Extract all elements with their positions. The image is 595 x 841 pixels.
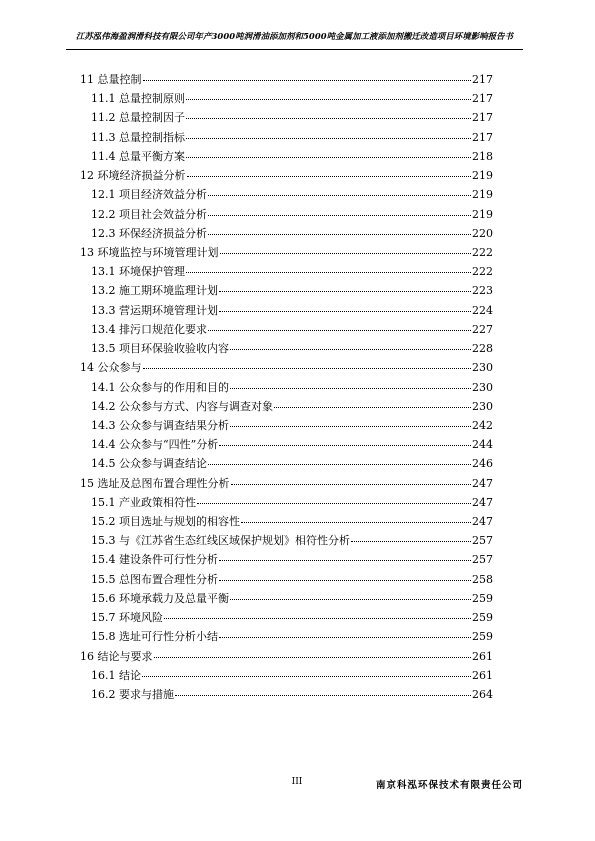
toc-dot-leader xyxy=(230,599,471,600)
toc-entry-text: 环境保护管理 xyxy=(119,265,185,279)
toc-dot-leader xyxy=(231,484,472,485)
toc-entry-text: 公众参与方式、内容与调查对象 xyxy=(119,399,273,413)
toc-entry-number: 13.4 xyxy=(91,322,116,336)
toc-entry[interactable] xyxy=(80,128,493,147)
toc-entry-title xyxy=(91,301,218,320)
toc-entry[interactable] xyxy=(80,205,493,224)
header-rule xyxy=(66,49,523,50)
toc-entry[interactable] xyxy=(80,243,493,262)
toc-entry-number: 12 xyxy=(80,169,94,183)
toc-entry-number: 13.2 xyxy=(91,284,116,298)
toc-entry-text: 与《江苏省生态红线区域保护规划》相符性分析 xyxy=(119,534,350,548)
toc-entry-title xyxy=(91,147,185,166)
toc-entry-number: 15.2 xyxy=(91,515,116,529)
toc-entry[interactable] xyxy=(80,166,493,185)
document-header-title: 江苏泓伟海盈润滑科技有限公司年产3000吨润滑油添加剂和5000吨金属加工液添加剂搬迁改造项目环境影响报告书 xyxy=(75,31,514,41)
toc-entry-number: 11.2 xyxy=(91,111,116,125)
toc-entry-number: 16.2 xyxy=(91,688,116,701)
toc-entry-title xyxy=(80,70,142,89)
toc-entry-title xyxy=(91,550,218,569)
toc-dot-leader xyxy=(186,138,471,139)
toc-entry-number: 14.2 xyxy=(91,399,116,413)
toc-entry-text: 公众参与的作用和目的 xyxy=(119,380,229,394)
toc-entry-number: 14.3 xyxy=(91,418,116,432)
toc-entry-title xyxy=(91,531,350,550)
toc-entry-number: 12.1 xyxy=(91,188,116,202)
toc-entry-title xyxy=(91,589,229,608)
toc-dot-leader xyxy=(164,618,471,619)
toc-entry[interactable] xyxy=(80,339,493,358)
toc-entry-number: 14.4 xyxy=(91,438,116,452)
toc-dot-leader xyxy=(186,118,471,119)
toc-entry-number: 16.1 xyxy=(91,668,116,682)
toc-entry[interactable] xyxy=(80,550,493,569)
toc-entry[interactable] xyxy=(80,647,493,666)
toc-dot-leader xyxy=(219,637,471,638)
toc-dot-leader xyxy=(219,445,471,446)
toc-entry-title xyxy=(91,128,185,147)
toc-entry-text: 环境承载力及总量平衡 xyxy=(119,591,229,605)
toc-entry[interactable] xyxy=(80,685,493,704)
toc-page-number: 259 xyxy=(472,630,493,644)
toc-entry[interactable] xyxy=(80,262,493,281)
toc-page-number: 219 xyxy=(472,169,493,183)
toc-entry-title xyxy=(91,339,229,358)
toc-entry-text: 选址可行性分析小结 xyxy=(119,630,218,644)
table-of-contents xyxy=(80,70,493,704)
toc-page-number: 217 xyxy=(472,111,493,125)
toc-entry-text: 选址及总图布置合理性分析 xyxy=(97,476,230,490)
toc-dot-leader xyxy=(175,695,471,696)
toc-entry-number: 16 xyxy=(80,649,94,663)
toc-entry[interactable] xyxy=(80,147,493,166)
toc-entry-title xyxy=(80,358,142,377)
toc-page-number: 230 xyxy=(472,361,493,375)
toc-dot-leader xyxy=(220,253,472,254)
toc-entry-title xyxy=(91,666,141,685)
toc-entry-number: 14 xyxy=(80,361,94,375)
toc-entry-text: 总图布置合理性分析 xyxy=(119,572,218,586)
toc-page-number: 247 xyxy=(472,515,493,529)
toc-dot-leader xyxy=(219,560,471,561)
toc-entry-title xyxy=(91,262,185,281)
toc-page-number: 257 xyxy=(472,553,493,567)
toc-dot-leader xyxy=(208,215,471,216)
toc-dot-leader xyxy=(186,99,471,100)
toc-entry-title xyxy=(91,435,218,454)
toc-entry-text: 环保经济损益分析 xyxy=(119,226,207,240)
toc-entry-number: 15.5 xyxy=(91,572,116,586)
toc-page-number: 219 xyxy=(472,188,493,202)
toc-entry[interactable] xyxy=(80,224,493,243)
toc-entry-number: 15.8 xyxy=(91,630,116,644)
toc-page-number: 244 xyxy=(472,438,493,452)
toc-page-number: 227 xyxy=(472,322,493,336)
toc-entry-text: 施工期环境监理计划 xyxy=(119,284,218,298)
toc-entry-title xyxy=(80,243,219,262)
toc-entry-text: 营运期环境管理计划 xyxy=(119,303,218,317)
toc-entry[interactable] xyxy=(80,358,493,377)
toc-entry-text: 要求与措施 xyxy=(119,688,174,701)
toc-page-number: 230 xyxy=(472,380,493,394)
toc-dot-leader xyxy=(208,195,471,196)
toc-page-number: 261 xyxy=(472,668,493,682)
toc-entry-text: 总量控制原则 xyxy=(119,92,185,106)
toc-dot-leader xyxy=(208,464,471,465)
toc-dot-leader xyxy=(230,388,471,389)
toc-entry-text: 结论 xyxy=(119,668,141,682)
toc-entry-text: 公众参与 xyxy=(97,361,142,375)
toc-entry-text: 项目环保验收验收内容 xyxy=(119,342,229,356)
toc-entry-title xyxy=(91,416,229,435)
toc-entry-title xyxy=(80,166,186,185)
toc-entry-title xyxy=(91,108,185,127)
toc-page-number: 258 xyxy=(472,572,493,586)
toc-page-number: 264 xyxy=(472,688,493,701)
toc-entry-title xyxy=(91,224,207,243)
toc-entry-text: 公众参与调查结论 xyxy=(119,457,207,471)
toc-dot-leader xyxy=(219,311,471,312)
toc-entry-number: 13.5 xyxy=(91,342,116,356)
toc-entry[interactable] xyxy=(80,589,493,608)
toc-entry-number: 14.1 xyxy=(91,380,116,394)
toc-dot-leader xyxy=(274,407,471,408)
toc-dot-leader xyxy=(143,368,472,369)
toc-entry-text: 环境经济损益分析 xyxy=(97,169,186,183)
toc-entry-text: 项目社会效益分析 xyxy=(119,207,207,221)
toc-entry-text: 环境监控与环境管理计划 xyxy=(97,245,219,259)
toc-entry-title xyxy=(91,493,196,512)
toc-entry-number: 11.1 xyxy=(91,92,116,106)
toc-entry[interactable] xyxy=(80,281,493,300)
toc-entry-number: 13.1 xyxy=(91,265,116,279)
toc-entry[interactable] xyxy=(80,435,493,454)
toc-dot-leader xyxy=(230,349,471,350)
toc-entry-number: 11 xyxy=(80,73,94,86)
toc-page-number: 228 xyxy=(472,342,493,356)
toc-entry-number: 11.4 xyxy=(91,149,116,163)
toc-dot-leader xyxy=(230,426,471,427)
toc-page-number: 257 xyxy=(472,534,493,548)
toc-page-number: 247 xyxy=(472,495,493,509)
toc-entry-title xyxy=(91,320,207,339)
toc-entry-text: 总量控制因子 xyxy=(119,111,185,125)
toc-entry-title xyxy=(91,627,218,646)
toc-page-number: 224 xyxy=(472,303,493,317)
toc-page-number: 259 xyxy=(472,611,493,625)
toc-entry-text: 总量控制指标 xyxy=(119,130,185,144)
toc-entry-title xyxy=(91,281,218,300)
toc-entry-title xyxy=(91,685,174,704)
toc-entry-text: 产业政策相符性 xyxy=(119,495,196,509)
toc-entry-text: 总量控制 xyxy=(97,73,142,86)
toc-entry[interactable] xyxy=(80,185,493,204)
toc-entry[interactable] xyxy=(80,570,493,589)
toc-entry-title xyxy=(91,378,229,397)
page-number: III xyxy=(291,777,303,787)
toc-dot-leader xyxy=(187,176,472,177)
toc-page-number: 223 xyxy=(472,284,493,298)
toc-page-number: 217 xyxy=(472,92,493,106)
toc-entry-title xyxy=(91,512,240,531)
toc-page-number: 217 xyxy=(472,73,493,86)
toc-entry-number: 14.5 xyxy=(91,457,116,471)
toc-entry[interactable] xyxy=(80,108,493,127)
toc-entry-title xyxy=(91,454,207,473)
toc-entry[interactable] xyxy=(80,608,493,627)
toc-page-number: 242 xyxy=(472,418,493,432)
toc-entry-text: 建设条件可行性分析 xyxy=(119,553,218,567)
toc-entry-number: 15.1 xyxy=(91,495,116,509)
toc-entry-number: 15.3 xyxy=(91,534,116,548)
toc-page-number: 222 xyxy=(472,245,493,259)
toc-entry-text: 公众参与调查结果分析 xyxy=(119,418,229,432)
toc-dot-leader xyxy=(186,157,471,158)
toc-entry-number: 15 xyxy=(80,476,94,490)
toc-entry-text: 排污口规范化要求 xyxy=(119,322,207,336)
toc-page-number: 218 xyxy=(472,149,493,163)
toc-entry-text: 总量平衡方案 xyxy=(119,149,185,163)
toc-entry[interactable] xyxy=(80,397,493,416)
toc-dot-leader xyxy=(219,580,471,581)
toc-entry-title xyxy=(80,647,153,666)
toc-entry[interactable] xyxy=(80,474,493,493)
toc-entry-number: 12.3 xyxy=(91,226,116,240)
toc-entry-title xyxy=(91,570,218,589)
toc-entry-number: 11.3 xyxy=(91,130,116,144)
toc-entry[interactable] xyxy=(80,531,493,550)
toc-page-number: 261 xyxy=(472,649,493,663)
toc-dot-leader xyxy=(351,541,471,542)
toc-dot-leader xyxy=(142,676,471,677)
toc-dot-leader xyxy=(186,272,471,273)
toc-entry[interactable] xyxy=(80,89,493,108)
toc-entry[interactable] xyxy=(80,416,493,435)
toc-page-number: 259 xyxy=(472,591,493,605)
toc-entry-text: 结论与要求 xyxy=(97,649,153,663)
toc-page-number: 230 xyxy=(472,399,493,413)
toc-page-number: 217 xyxy=(472,130,493,144)
toc-entry-title xyxy=(91,185,207,204)
toc-entry[interactable] xyxy=(80,70,493,89)
toc-dot-leader xyxy=(241,522,471,523)
toc-dot-leader xyxy=(219,291,471,292)
toc-page-number: 220 xyxy=(472,226,493,240)
toc-entry[interactable] xyxy=(80,493,493,512)
toc-entry[interactable] xyxy=(80,378,493,397)
toc-dot-leader xyxy=(208,234,471,235)
toc-entry-text: 环境风险 xyxy=(119,611,163,625)
toc-dot-leader xyxy=(208,330,471,331)
toc-entry-number: 12.2 xyxy=(91,207,116,221)
toc-entry-text: 公众参与“四性”分析 xyxy=(119,438,219,452)
toc-entry[interactable] xyxy=(80,454,493,473)
toc-entry-number: 15.7 xyxy=(91,611,116,625)
toc-entry[interactable] xyxy=(80,512,493,531)
toc-entry[interactable] xyxy=(80,627,493,646)
toc-entry[interactable] xyxy=(80,301,493,320)
toc-dot-leader xyxy=(197,503,471,504)
toc-entry-number: 13 xyxy=(80,245,94,259)
toc-dot-leader xyxy=(154,657,472,658)
toc-page-number: 219 xyxy=(472,207,493,221)
toc-entry[interactable] xyxy=(80,320,493,339)
toc-page-number: 246 xyxy=(472,457,493,471)
toc-entry-title xyxy=(91,608,163,627)
toc-entry-text: 项目经济效益分析 xyxy=(119,188,207,202)
toc-entry-title xyxy=(91,397,273,416)
toc-page-number: 247 xyxy=(472,476,493,490)
toc-entry-title xyxy=(80,474,230,493)
toc-entry-text: 项目选址与规划的相容性 xyxy=(119,515,240,529)
toc-page-number: 222 xyxy=(472,265,493,279)
toc-entry-number: 15.4 xyxy=(91,553,116,567)
toc-entry-number: 13.3 xyxy=(91,303,116,317)
toc-entry-number: 15.6 xyxy=(91,591,116,605)
toc-entry-title xyxy=(91,89,185,108)
company-footer: 南京科泓环保技术有限责任公司 xyxy=(375,780,523,791)
toc-entry-title xyxy=(91,205,207,224)
toc-entry[interactable] xyxy=(80,666,493,685)
toc-dot-leader xyxy=(143,80,472,81)
